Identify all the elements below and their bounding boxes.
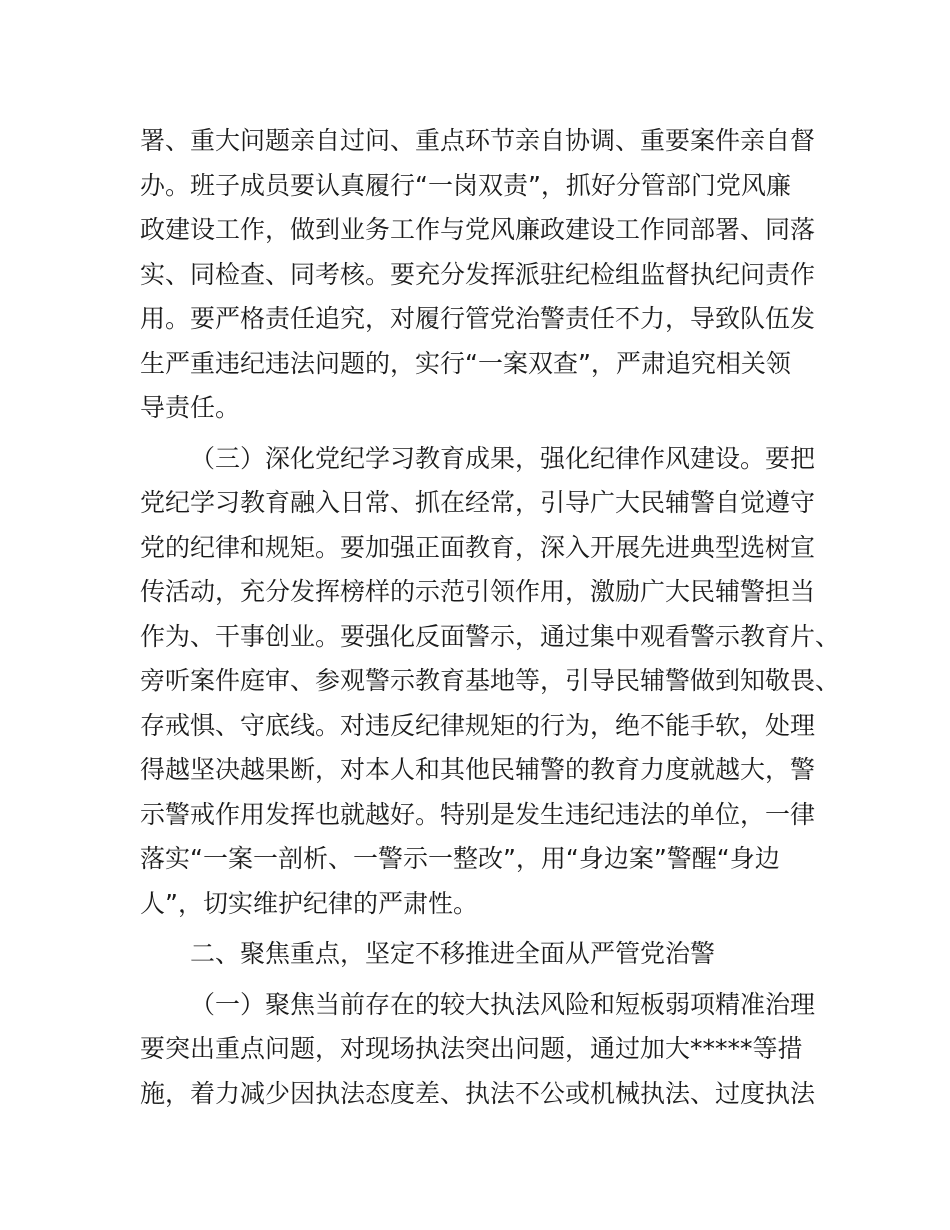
text-line: 党的纪律和规矩。要加强正面教育，深入开展先进典型选树宣: [140, 532, 816, 562]
paragraph-party-responsibility: [140, 119, 820, 431]
text-line: 得越坚决越果断，对本人和其他民辅警的教育力度就越大，警: [140, 755, 816, 784]
text-line: 落实“一案一剖析、一警示一整改”，用“身边案”警醒“身边: [140, 844, 780, 873]
text-line: 传活动，充分发挥榜样的示范引领作用，激励广大民辅警担当: [140, 577, 816, 606]
text-line: 作为、干事创业。要强化反面警示，通过集中观看警示教育片、: [140, 621, 841, 651]
text-line: 实、同检查、同考核。要充分发挥派驻纪检组监督执纪问责作: [140, 259, 816, 289]
text-line: 党纪学习教育融入日常、抓在经常，引导广大民辅警自觉遵守: [140, 488, 816, 517]
text-line: 导责任。: [140, 393, 241, 422]
text-line: 署、重大问题亲自过问、重点环节亲自协调、重要案件亲自督: [140, 126, 816, 155]
text-line: 办。班子成员要认真履行“一岗双责”，抓好分管部门党风廉: [140, 170, 791, 200]
document-body: [140, 119, 841, 1116]
text-line: 存戒惧、守底线。对违反纪律规矩的行为，绝不能手软，处理: [140, 710, 816, 740]
text-line: 生严重违纪违法问题的，实行“一案双查”，严肃追究相关领: [140, 348, 791, 378]
text-line: 人”，切实维护纪律的严肃性。: [140, 888, 478, 918]
paragraph-discipline-education: [140, 437, 841, 927]
text-line: （三）深化党纪学习教育成果，强化纪律作风建设。要把: [190, 443, 816, 473]
section-heading-2: [140, 932, 820, 977]
paragraph-enforcement-risk: [140, 983, 820, 1117]
text-line: 示警戒作用发挥也就越好。特别是发生违纪违法的单位，一律: [140, 799, 816, 829]
text-line: （一）聚焦当前存在的较大执法风险和短板弱项精准治理: [190, 989, 816, 1019]
text-line: 旁听案件庭审、参观警示教育基地等，引导民辅警做到知敬畏、: [140, 666, 841, 695]
text-line: 要突出重点问题，对现场执法突出问题，通过加大*****等措: [140, 1034, 803, 1063]
section-heading: 二、聚焦重点，坚定不移推进全面从严管党治警: [190, 939, 716, 968]
text-line: 施，着力减少因执法态度差、执法不公或机械执法、过度执法: [140, 1078, 816, 1108]
text-line: 政建设工作，做到业务工作与党风廉政建设工作同部署、同落: [140, 215, 816, 244]
text-line: 用。要严格责任追究，对履行管党治警责任不力，导致队伍发: [140, 304, 816, 333]
